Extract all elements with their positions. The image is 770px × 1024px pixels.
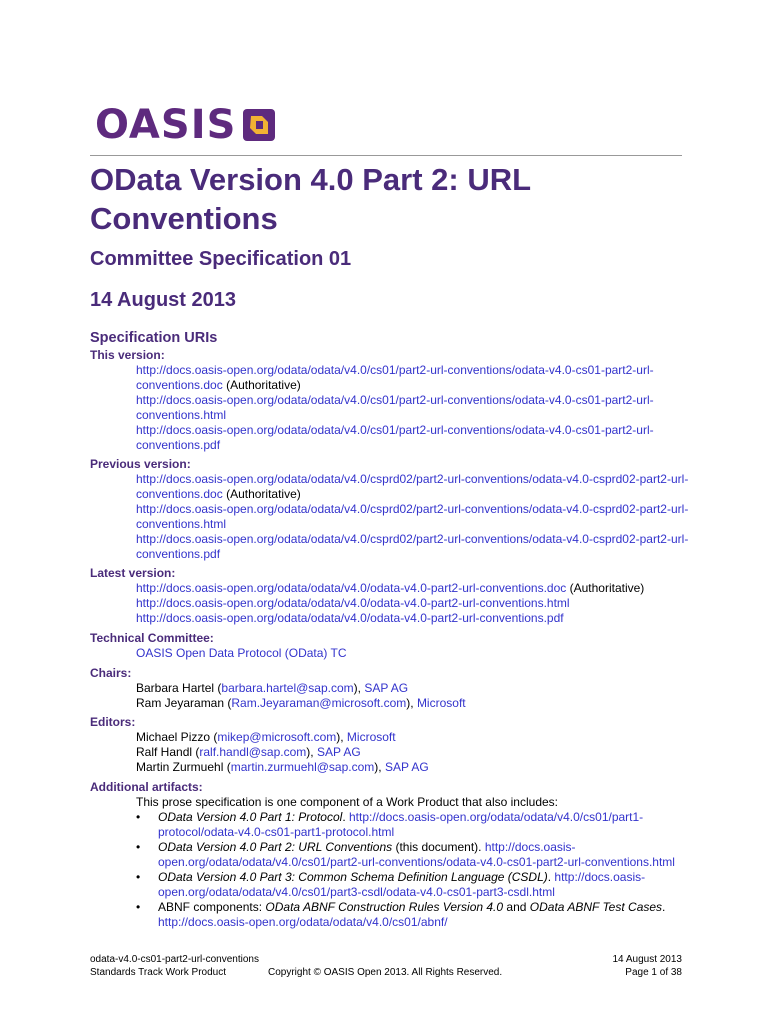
latest-version-pdf-link[interactable]: http://docs.oasis-open.org/odata/odata/v4.0/odata-v4.0-part2-url-conventions.pdf: [136, 611, 564, 625]
latest-version-doc-link[interactable]: http://docs.oasis-open.org/odata/odata/v4.0/odata-v4.0-part2-url-conventions.doc: [136, 581, 567, 595]
footer-track: Standards Track Work Product: [90, 967, 226, 978]
abnf-title-1: OData ABNF Construction Rules Version 4.0: [265, 900, 504, 914]
latest-version-doc-entry: [136, 581, 690, 596]
abnf-title-2: OData ABNF Test Cases: [529, 900, 663, 914]
artifact-title: OData Version 4.0 Part 3: Common Schema Definition Language (CSDL): [158, 870, 548, 884]
chairs-section: [90, 666, 690, 711]
spec-uris-heading: Specification URIs: [90, 330, 218, 346]
editor-entry: Michael Pizzo (mikep@microsoft.com), Microsoft: [136, 730, 396, 744]
oasis-logo: [95, 102, 276, 148]
footer-page-number: Page 1 of 38: [625, 967, 682, 978]
header-rule: [90, 155, 682, 156]
chairs-label: Chairs:: [90, 666, 132, 680]
previous-version-label: Previous version:: [90, 457, 191, 471]
previous-version-section: [90, 457, 690, 562]
this-version-pdf-link[interactable]: http://docs.oasis-open.org/odata/odata/v4.0/cs01/part2-url-conventions/odata-v4.0-cs01-part2-url-conventions.pdf: [136, 423, 654, 452]
technical-committee-link[interactable]: OASIS Open Data Protocol (OData) TC: [136, 646, 347, 660]
authoritative-note: (Authoritative): [222, 487, 301, 501]
this-version-section: [90, 348, 690, 453]
chair-name: Barbara Hartel: [136, 681, 215, 695]
artifact-item-abnf: [158, 900, 690, 930]
editor-org-link[interactable]: SAP AG: [316, 745, 361, 759]
logo-text: OASIS: [95, 102, 237, 148]
abnf-prefix: ABNF components:: [158, 900, 266, 914]
artifact-item: [158, 810, 690, 840]
previous-version-doc-link[interactable]: http://docs.oasis-open.org/odata/odata/v4.0/csprd02/part2-url-conventions/odata-v4.0-csprd02-part2-url-conventions.doc: [136, 472, 689, 501]
previous-version-html-link[interactable]: http://docs.oasis-open.org/odata/odata/v4.0/csprd02/part2-url-conventions/odata-v4.0-csprd02-part2-url-conventions.html: [136, 502, 689, 531]
abnf-sep: .: [662, 900, 666, 914]
editor-org-link[interactable]: Microsoft: [346, 730, 396, 744]
editor-email-link[interactable]: martin.zurmuehl@sap.com: [230, 760, 375, 774]
chair-entry: Barbara Hartel (barbara.hartel@sap.com), SAP AG: [136, 681, 409, 695]
footer-date: 14 August 2013: [612, 954, 682, 965]
document-title: OData Version 4.0 Part 2: URL Conventions: [90, 162, 531, 236]
this-version-html-link[interactable]: http://docs.oasis-open.org/odata/odata/v4.0/cs01/part2-url-conventions/odata-v4.0-cs01-part2-url-conventions.html: [136, 393, 654, 422]
artifact-link[interactable]: http://docs.oasis-open.org/odata/odata/v4.0/cs01/part1-protocol/odata-v4.0-cs01-part1-protocol.html: [158, 810, 644, 839]
chair-org-link[interactable]: Microsoft: [416, 696, 466, 710]
artifacts-list: [90, 810, 690, 930]
artifact-item: [158, 840, 690, 870]
latest-version-label: Latest version:: [90, 566, 176, 580]
artifact-link[interactable]: http://docs.oasis-open.org/odata/odata/v4.0/cs01/part2-url-conventions/odata-v4.0-cs01-part2-url-conventions.html: [158, 840, 675, 869]
oasis-logo-mark-icon: [242, 108, 276, 142]
artifact-item: [158, 870, 690, 900]
chair-entry: Ram Jeyaraman (Ram.Jeyaraman@microsoft.com), Microsoft: [136, 696, 466, 710]
abnf-link[interactable]: http://docs.oasis-open.org/odata/odata/v4.0/cs01/abnf/: [158, 915, 448, 929]
artifact-sep: .: [547, 870, 555, 884]
previous-version-pdf-link[interactable]: http://docs.oasis-open.org/odata/odata/v4.0/csprd02/part2-url-conventions/odata-v4.0-csprd02-part2-url-conventions.pdf: [136, 532, 689, 561]
document-stage: Committee Specification 01: [90, 248, 352, 270]
artifact-sep: (this document).: [392, 840, 485, 854]
chair-name: Ram Jeyaraman: [136, 696, 225, 710]
artifact-sep: .: [342, 810, 349, 824]
editors-section: [90, 715, 690, 775]
this-version-doc-link[interactable]: http://docs.oasis-open.org/odata/odata/v4.0/cs01/part2-url-conventions/odata-v4.0-cs01-part2-url-conventions.doc: [136, 363, 654, 392]
footer-left: [90, 953, 259, 979]
artifacts-label: Additional artifacts:: [90, 780, 203, 794]
authoritative-note: (Authoritative): [222, 378, 301, 392]
editor-name: Michael Pizzo: [136, 730, 211, 744]
this-version-doc-entry: [136, 363, 690, 393]
footer-doc-id: odata-v4.0-cs01-part2-url-conventions: [90, 954, 259, 965]
footer-right: [612, 953, 682, 979]
editor-name: Ralf Handl: [136, 745, 193, 759]
editor-email-link[interactable]: ralf.handl@sap.com: [199, 745, 307, 759]
footer-copyright: Copyright © OASIS Open 2013. All Rights Reserved.: [268, 967, 503, 978]
editor-name: Martin Zurmuehl: [136, 760, 224, 774]
editors-label: Editors:: [90, 715, 136, 729]
document-date: 14 August 2013: [90, 289, 236, 311]
technical-committee-label: Technical Committee:: [90, 631, 214, 645]
editor-entry: Martin Zurmuehl (martin.zurmuehl@sap.com), SAP AG: [136, 760, 429, 774]
editor-org-link[interactable]: SAP AG: [384, 760, 429, 774]
authoritative-note: (Authoritative): [566, 581, 645, 595]
this-version-label: This version:: [90, 348, 165, 362]
latest-version-section: [90, 566, 690, 626]
artifact-title: OData Version 4.0 Part 2: URL Conventions: [158, 840, 393, 854]
chair-org-link[interactable]: SAP AG: [364, 681, 409, 695]
artifact-link[interactable]: http://docs.oasis-open.org/odata/odata/v4.0/cs01/part3-csdl/odata-v4.0-cs01-part3-csdl.html: [158, 870, 646, 899]
artifacts-intro: This prose specification is one component of a Work Product that also includes:: [136, 795, 558, 809]
previous-version-doc-entry: [136, 472, 690, 502]
artifact-title: OData Version 4.0 Part 1: Protocol: [158, 810, 343, 824]
additional-artifacts-section: [90, 780, 690, 930]
chair-email-link[interactable]: barbara.hartel@sap.com: [221, 681, 354, 695]
abnf-and: and: [503, 900, 530, 914]
chair-email-link[interactable]: Ram.Jeyaraman@microsoft.com: [231, 696, 407, 710]
editor-email-link[interactable]: mikep@microsoft.com: [217, 730, 337, 744]
technical-committee-section: [90, 631, 690, 661]
editor-entry: Ralf Handl (ralf.handl@sap.com), SAP AG: [136, 745, 361, 759]
latest-version-html-link[interactable]: http://docs.oasis-open.org/odata/odata/v4.0/odata-v4.0-part2-url-conventions.html: [136, 596, 570, 610]
